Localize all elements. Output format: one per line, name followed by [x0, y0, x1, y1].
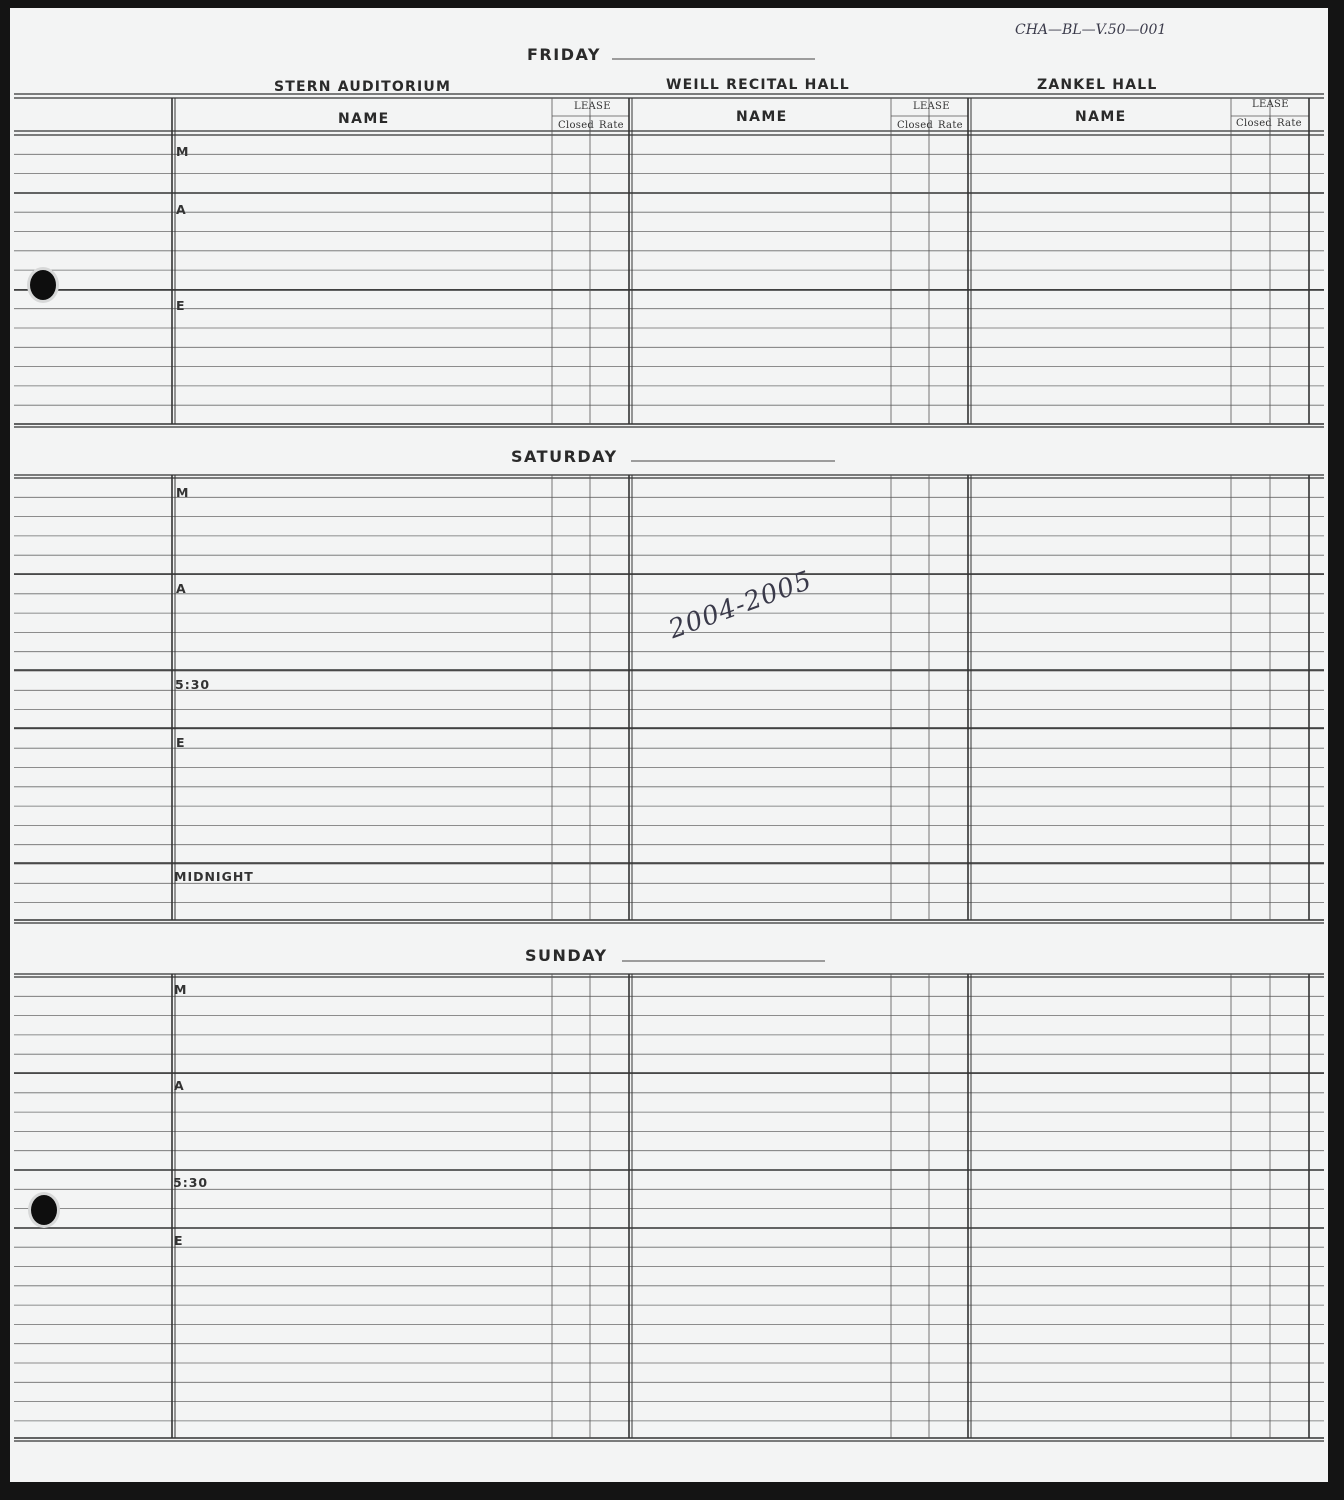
rate-header-zankel: Rate	[1277, 118, 1302, 129]
binder-hole-top	[30, 270, 56, 300]
slot-label-saturday-evening: E	[176, 735, 186, 750]
day-label-friday: FRIDAY	[527, 45, 601, 64]
hall-title-zankel: ZANKEL HALL	[1037, 77, 1158, 93]
slot-label-saturday-afternoon: A	[176, 581, 187, 596]
slot-label-saturday-530: 5:30	[175, 677, 211, 692]
closed-header-weill: Closed	[897, 120, 934, 131]
lease-header-zankel: LEASE	[1252, 99, 1289, 110]
rate-header-stern: Rate	[599, 120, 624, 131]
slot-label-saturday-morning: M	[176, 485, 190, 500]
name-header-zankel: NAME	[1075, 109, 1127, 125]
hall-title-weill: WEILL RECITAL HALL	[666, 77, 850, 93]
lease-header-weill: LEASE	[913, 101, 950, 112]
day-label-saturday: SATURDAY	[511, 447, 618, 466]
slot-label-sunday-530: 5:30	[173, 1175, 209, 1190]
rate-header-weill: Rate	[938, 120, 963, 131]
slot-label-sunday-evening: E	[174, 1233, 184, 1248]
slot-label-sunday-morning: M	[174, 982, 188, 997]
slot-label-friday-morning: M	[176, 144, 190, 159]
hall-title-stern: STERN AUDITORIUM	[274, 79, 452, 95]
lease-header-stern: LEASE	[574, 101, 611, 112]
handwritten-year-note: 2004-2005	[664, 565, 817, 646]
slot-label-saturday-midnight: MIDNIGHT	[174, 869, 254, 884]
closed-header-stern: Closed	[558, 120, 595, 131]
slot-label-sunday-afternoon: A	[174, 1078, 185, 1093]
binder-hole-bottom	[31, 1195, 57, 1225]
day-label-sunday: SUNDAY	[525, 946, 608, 965]
closed-header-zankel: Closed	[1236, 118, 1273, 129]
slot-label-friday-afternoon: A	[176, 202, 187, 217]
ruled-grid	[10, 8, 1328, 1482]
archive-code: CHA—BL—V.50—001	[1015, 22, 1167, 38]
name-header-stern: NAME	[338, 111, 390, 127]
slot-label-friday-evening: E	[176, 298, 186, 313]
name-header-weill: NAME	[736, 109, 788, 125]
schedule-sheet	[10, 8, 1328, 1482]
